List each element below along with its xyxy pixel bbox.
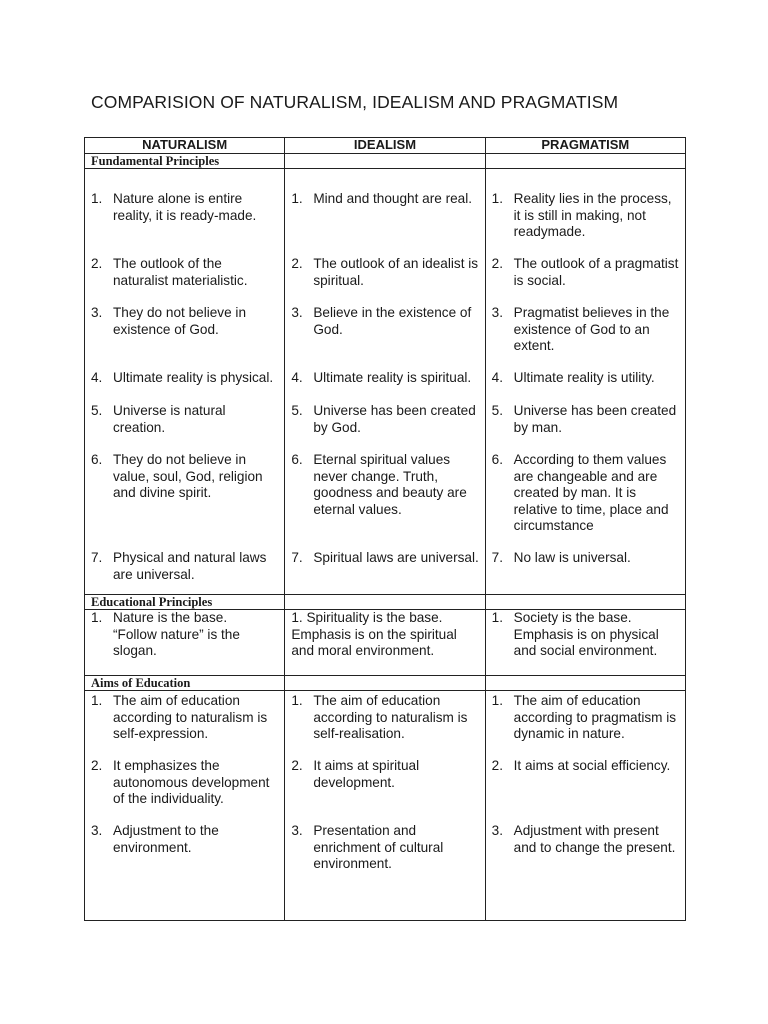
item-number: 1.	[491, 610, 503, 625]
section-cell	[485, 676, 685, 691]
item-number: 3.	[291, 305, 303, 320]
item-text: Pragmatist believes in the existence of God to an extent.	[513, 305, 670, 353]
section-cell	[485, 154, 685, 169]
item-text: It aims at spiritual development.	[313, 758, 420, 790]
item-number: 3.	[291, 823, 303, 838]
header-naturalism: NATURALISM	[85, 138, 285, 154]
item-number: 3.	[91, 823, 103, 838]
section-label-aims: Aims of Education	[91, 676, 191, 690]
item-text	[113, 610, 280, 660]
list-item	[486, 191, 685, 256]
list-item	[486, 758, 685, 823]
section-row-fundamental	[85, 154, 686, 169]
section-cell	[285, 595, 485, 610]
item-number: 1.	[491, 191, 503, 206]
list-item	[486, 452, 685, 550]
item-text: Ultimate reality is utility.	[513, 370, 655, 385]
item-number: 6.	[491, 452, 503, 467]
item-text: Universe has been created by man.	[513, 403, 677, 435]
list-item	[285, 452, 484, 550]
list-item	[486, 823, 685, 903]
section-row-educational	[85, 595, 686, 610]
list-item	[285, 550, 484, 590]
educational-naturalism-line2: “Follow nature” is the	[113, 626, 240, 642]
list-item	[486, 610, 685, 660]
aims-pragmatism-cell	[485, 691, 685, 921]
item-text: Universe has been created by God.	[313, 403, 476, 435]
item-number: 7.	[491, 550, 503, 565]
item-number: 5.	[491, 403, 503, 418]
header-pragmatism: PRAGMATISM	[485, 138, 685, 154]
header-idealism: IDEALISM	[285, 138, 485, 154]
item-number: 2.	[491, 256, 503, 271]
educational-idealism-line2: Emphasis is on the spiritual and moral environment.	[291, 626, 457, 658]
item-text: The aim of education according to naturalism is self-expression.	[113, 693, 268, 741]
item-text: Spiritual laws are universal.	[313, 550, 479, 565]
item-text: Physical and natural laws are universal.	[113, 550, 267, 582]
list-item	[85, 823, 284, 903]
list-item	[85, 693, 284, 758]
item-number: 2.	[291, 758, 303, 773]
list-item	[285, 370, 484, 403]
item-text: The aim of education according to pragmatism is dynamic in nature.	[513, 693, 677, 741]
item-text: It aims at social efficiency.	[513, 758, 671, 773]
item-text: They do not believe in existence of God.	[113, 305, 247, 337]
list-item	[486, 256, 685, 305]
item-text: The aim of education according to naturalism is self-realisation.	[313, 693, 468, 741]
fundamental-naturalism-cell	[85, 169, 285, 595]
item-text: The outlook of an idealist is spiritual.	[313, 256, 479, 288]
item-text: Reality lies in the process, it is still in making, not readymade.	[513, 191, 672, 239]
item-number: 2.	[91, 758, 103, 773]
item-number: 6.	[291, 452, 303, 467]
item-text: Adjustment with present and to change the present.	[513, 823, 676, 855]
list-item	[285, 305, 484, 370]
section-label-educational: Educational Principles	[91, 595, 213, 609]
educational-content-row	[85, 610, 686, 676]
educational-idealism-line1: 1. Spirituality is the base.	[291, 610, 443, 625]
item-number: 3.	[491, 823, 503, 838]
item-text: Society is the base. Emphasis is on physical and social environment.	[513, 610, 659, 658]
item-number: 4.	[291, 370, 303, 385]
item-number: 7.	[91, 550, 103, 565]
fundamental-pragmatism-cell	[485, 169, 685, 595]
list-item	[85, 256, 284, 305]
educational-naturalism-line1: Nature is the base.	[113, 610, 228, 625]
item-text: Universe is natural creation.	[113, 403, 226, 435]
item-number: 3.	[91, 305, 103, 320]
list-item	[85, 370, 284, 403]
list-item	[285, 823, 484, 903]
list-item	[486, 305, 685, 370]
item-number: 5.	[291, 403, 303, 418]
item-text: It emphasizes the autonomous development of the individuality.	[113, 758, 270, 806]
item-number: 2.	[491, 758, 503, 773]
list-item	[285, 256, 484, 305]
item-number: 1.	[291, 191, 303, 206]
section-cell	[85, 676, 285, 691]
educational-naturalism-line3: slogan.	[113, 643, 157, 658]
item-text: Believe in the existence of God.	[313, 305, 472, 337]
section-cell	[285, 676, 485, 691]
section-cell	[285, 154, 485, 169]
list-item	[285, 403, 484, 452]
item-number: 2.	[291, 256, 303, 271]
item-number: 3.	[491, 305, 503, 320]
aims-content-row	[85, 691, 686, 921]
item-number: 6.	[91, 452, 103, 467]
list-item	[486, 550, 685, 590]
comparison-table	[84, 137, 686, 921]
item-number: 1.	[91, 191, 103, 206]
educational-idealism-text	[285, 610, 484, 660]
list-item	[85, 610, 284, 660]
item-number: 2.	[91, 256, 103, 271]
item-text: The outlook of the naturalist materialistic.	[113, 256, 248, 288]
item-text: Ultimate reality is physical.	[113, 370, 274, 385]
item-text: Presentation and enrichment of cultural environment.	[313, 823, 444, 871]
aims-naturalism-cell	[85, 691, 285, 921]
educational-pragmatism-cell	[485, 610, 685, 676]
item-text: Nature alone is entire reality, it is ready-made.	[113, 191, 257, 223]
list-item	[85, 191, 284, 256]
section-cell	[85, 154, 285, 169]
list-item	[285, 758, 484, 823]
educational-naturalism-cell	[85, 610, 285, 676]
list-item	[486, 693, 685, 758]
section-label-fundamental: Fundamental Principles	[91, 154, 220, 168]
list-item	[85, 403, 284, 452]
fundamental-idealism-cell	[285, 169, 485, 595]
item-number: 7.	[291, 550, 303, 565]
table-header-row	[85, 138, 686, 154]
item-number: 1.	[91, 693, 103, 708]
item-text: They do not believe in value, soul, God, religion and divine spirit.	[113, 452, 263, 500]
item-text: Eternal spiritual values never change. Truth, goodness and beauty are eternal values.	[313, 452, 467, 517]
item-number: 1.	[291, 693, 303, 708]
list-item	[285, 693, 484, 758]
section-cell	[85, 595, 285, 610]
item-number: 1.	[91, 610, 103, 625]
item-number: 1.	[491, 693, 503, 708]
list-item	[85, 305, 284, 370]
item-number: 5.	[91, 403, 103, 418]
list-item	[85, 550, 284, 590]
list-item	[85, 452, 284, 550]
item-text: The outlook of a pragmatist is social.	[513, 256, 679, 288]
list-item	[285, 191, 484, 256]
aims-idealism-cell	[285, 691, 485, 921]
item-text: Adjustment to the environment.	[113, 823, 219, 855]
list-item	[486, 403, 685, 452]
item-number: 4.	[91, 370, 103, 385]
item-text: According to them values are changeable and are created by man. It is relative to time, place and circumstance	[513, 452, 669, 533]
item-text: No law is universal.	[513, 550, 631, 565]
item-number: 4.	[491, 370, 503, 385]
list-item	[486, 370, 685, 403]
item-text: Ultimate reality is spiritual.	[313, 370, 472, 385]
item-text: Mind and thought are real.	[313, 191, 473, 206]
list-item	[85, 758, 284, 823]
educational-idealism-cell	[285, 610, 485, 676]
section-cell	[485, 595, 685, 610]
fundamental-content-row	[85, 169, 686, 595]
document-title: COMPARISION OF NATURALISM, IDEALISM AND PRAGMATISM	[91, 92, 619, 112]
section-row-aims	[85, 676, 686, 691]
